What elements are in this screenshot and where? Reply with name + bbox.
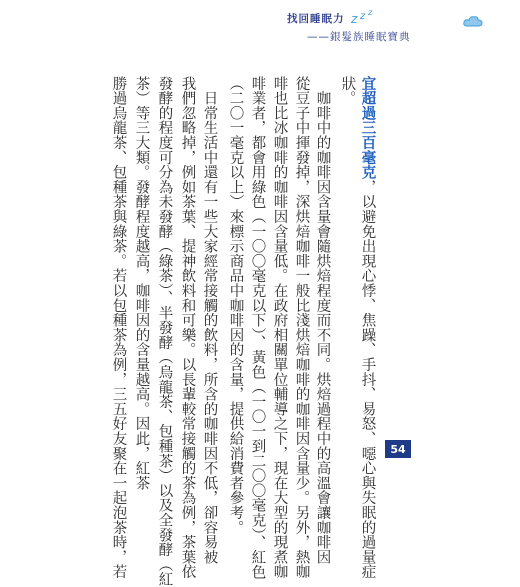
column-text: ，以避免出現心悸、焦躁、手抖、易怒、噁心與失眠的過量症 — [359, 179, 376, 580]
column-text: 狀。 — [339, 76, 356, 106]
text-column — [315, 76, 330, 564]
column-text: 啡也比冰咖啡的咖啡因含量低。在政府相關單位輔導之下，現在大型的現煮咖 — [271, 76, 288, 580]
text-column — [340, 76, 355, 106]
column-text: 日常生活中還有一些大家經常接觸的飲料，所含的咖啡因不低，卻容易被 — [201, 76, 218, 565]
column-text: 從豆子中揮發掉，深烘焙咖啡一般比淺烘焙咖啡的咖啡因含量少。另外，熱咖 — [293, 76, 310, 580]
running-header — [287, 10, 487, 46]
text-column — [180, 76, 195, 579]
column-text: 茶）等三大類。發酵程度越高，咖啡因的含量越高。因此，紅茶 — [133, 76, 150, 491]
highlighted-phrase: 宜超過三百毫克 — [359, 76, 377, 180]
book-title: ——銀髮族睡眠寶典 — [307, 31, 411, 43]
svg-text:z: z — [368, 8, 373, 17]
page-number: 54 — [385, 440, 411, 458]
column-text: 我們忽略掉，例如茶葉、提神飲料和可樂。以長輩較常接觸的茶為例，茶葉依 — [179, 76, 196, 580]
column-text: （二〇一毫克以上）來標示商品中咖啡因的含量，提供給消費者參考。 — [227, 76, 244, 535]
column-text: 咖啡中的咖啡因含量會隨烘焙程度而不同。烘焙過程中的高溫會讓咖啡因 — [314, 76, 331, 565]
column-text: 勝過烏龍茶、包種茶與綠茶。若以包種茶為例，三五好友聚在一起泡茶時，若 — [110, 76, 127, 580]
text-column — [294, 76, 309, 579]
text-column — [134, 76, 149, 490]
column-text: 啡業者，都會用綠色（一〇〇毫克以下）、黃色（一〇一到二〇〇毫克）、紅色 — [249, 76, 266, 580]
text-column — [157, 76, 172, 587]
text-column — [250, 76, 265, 580]
text-column — [360, 76, 375, 579]
svg-text:z: z — [360, 11, 366, 22]
column-text: 發酵的程度可分為未發酵（綠茶）、半發酵（烏龍茶、包種茶）以及全發酵（紅 — [156, 76, 173, 587]
text-column — [272, 76, 287, 579]
text-column — [228, 76, 243, 535]
series-title: 找回睡眠力 — [287, 13, 345, 25]
svg-text:z: z — [351, 12, 358, 26]
text-column — [111, 76, 126, 579]
cloud-icon — [463, 14, 483, 28]
text-column — [202, 76, 217, 564]
zzz-icon — [349, 8, 381, 26]
